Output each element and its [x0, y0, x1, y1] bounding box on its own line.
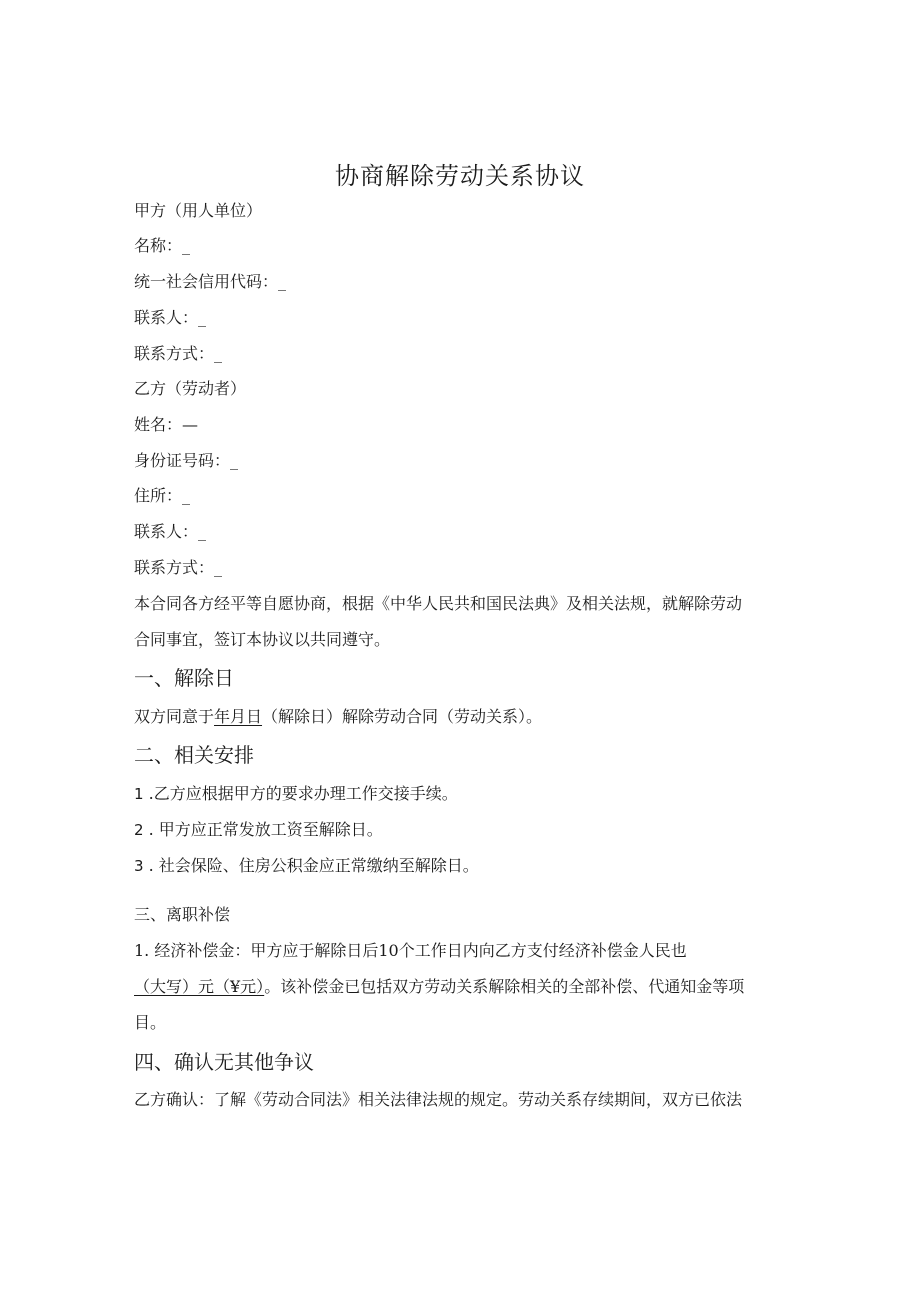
section-3-line-2-rest: 。该补偿金已包括双方劳动关系解除相关的全部补偿、代通知金等项	[264, 977, 745, 996]
item-text: .乙方应根据甲方的要求办理工作交接手续。	[143, 784, 458, 803]
section-2-item-3	[134, 855, 794, 877]
item-number: 3	[134, 857, 144, 875]
intro-line-1: 本合同各方经平等自愿协商，根据《中华人民共和国民法典》及相关法规，就解除劳动	[134, 594, 743, 613]
party-a-contact-method: 联系方式：_	[134, 344, 223, 363]
termination-date-blank: 年月日	[214, 707, 263, 726]
section-3-line-2	[134, 976, 794, 998]
compensation-amount-blank: （大写）元（¥元）	[134, 977, 265, 996]
section-3-line-1: 1. 经济补偿金：甲方应于解除日后10个工作日内向乙方支付经济补偿金人民也	[134, 941, 687, 960]
party-b-contact-method: 联系方式：_	[134, 558, 223, 577]
section-1-text-post: （解除日）解除劳动合同（劳动关系）。	[262, 707, 543, 726]
section-2-item-1	[134, 783, 794, 805]
party-a-credit-code: 统一社会信用代码：_	[134, 272, 287, 291]
party-a-name: 名称：_	[134, 236, 191, 255]
section-1-text	[134, 706, 794, 728]
item-number: 1	[134, 785, 144, 803]
item-number: 2	[134, 821, 144, 839]
party-b-name: 姓名：—	[134, 415, 199, 434]
section-2-heading: 二、相关安排	[134, 743, 254, 767]
party-b-contact-person: 联系人：_	[134, 522, 207, 541]
document-title: 协商解除劳动关系协议	[335, 162, 585, 190]
intro-line-2: 合同事宜，签订本协议以共同遵守。	[134, 630, 391, 649]
item-text: . 社会保险、住房公积金应正常缴纳至解除日。	[143, 856, 479, 875]
item-text: . 甲方应正常发放工资至解除日。	[143, 820, 383, 839]
party-a-heading: 甲方（用人单位）	[134, 201, 263, 220]
section-3-line-3: 目。	[134, 1013, 167, 1032]
section-4-line-1: 乙方确认：了解《劳动合同法》相关法律法规的规定。劳动关系存续期间，双方已依法	[134, 1090, 743, 1109]
party-b-address: 住所：_	[134, 486, 191, 505]
section-1-heading: 一、解除日	[134, 666, 234, 690]
section-3-heading: 三、离职补偿	[134, 905, 231, 924]
section-2-item-2	[134, 819, 794, 841]
party-a-contact-person: 联系人：_	[134, 308, 207, 327]
section-1-text-pre: 双方同意于	[134, 707, 215, 726]
party-b-id-number: 身份证号码：_	[134, 451, 239, 470]
section-4-heading: 四、确认无其他争议	[134, 1050, 314, 1074]
party-b-heading: 乙方（劳动者）	[134, 379, 247, 398]
